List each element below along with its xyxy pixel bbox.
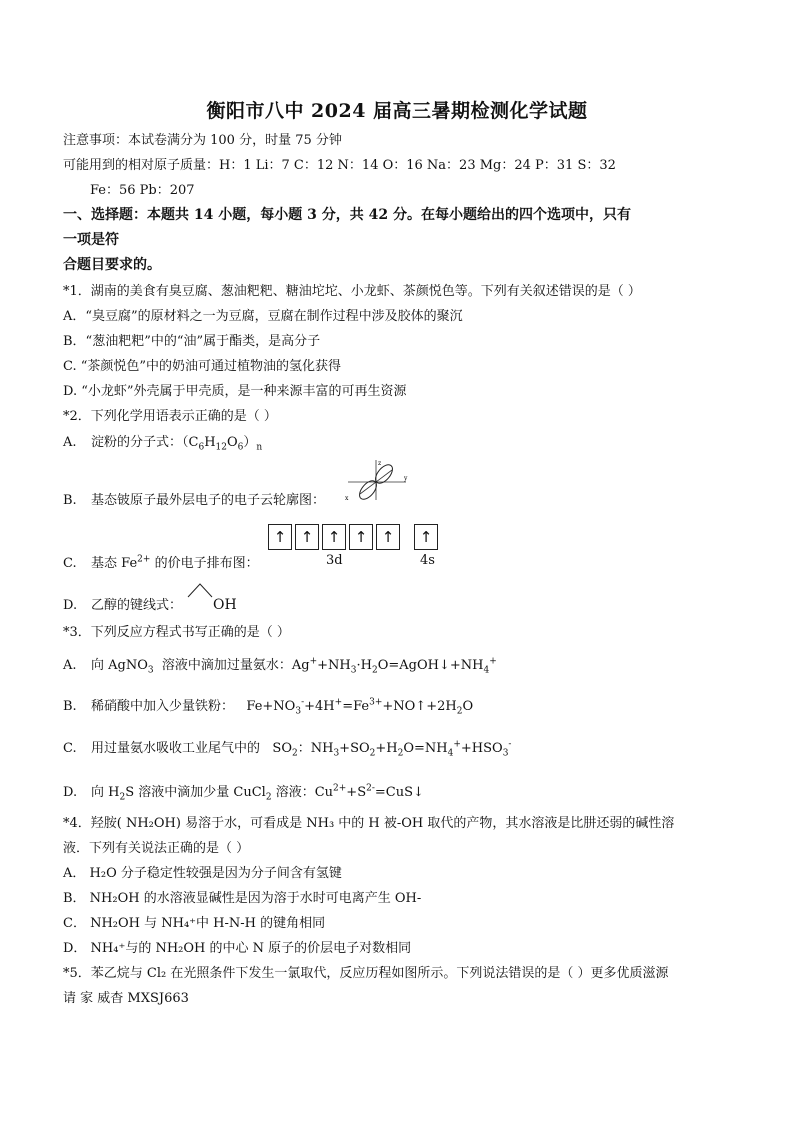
p-orbital-figure <box>342 456 412 504</box>
q2-c-text-post: 的价电子排布图： <box>154 556 259 571</box>
exam-title: 衡阳市八中 2024 届高三暑期检测化学试题 <box>206 100 588 122</box>
orbital-3d-box-3: ↑ <box>322 524 346 550</box>
atomic-masses-line-2: Fe：56 Pb：207 <box>90 183 195 198</box>
q2-option-b <box>63 492 325 509</box>
q4-option-c: C． NH₂OH 与 NH₄⁺中 H-N-H 的键角相同 <box>63 916 326 931</box>
orbital-4s-label: 4s <box>420 553 435 568</box>
q3-option-a: A. 向 AgNO$_3$ 溶液中滴加过量氨水：$Ag^++NH_3\cdot H_2O=AgOH↓+NH_4^+$ <box>63 656 497 676</box>
orbital-3d-box-4: ↑ <box>349 524 373 550</box>
q3-b-text: 稀硝酸中加入少量铁粉： <box>91 699 235 714</box>
q2-d-text: 乙醇的键线式： <box>91 598 183 613</box>
q2-c-label: C. <box>63 556 77 571</box>
q3-c-label: C. <box>63 741 77 756</box>
section-heading: 一、选择题：本题共 14 小题，每小题 3 分，共 42 分。在每小题给出的四个选项中，只有 <box>63 207 631 223</box>
q5-stem: *5．苯乙烷与 Cl₂ 在光照条件下发生一氯取代，反应历程如图所示。下列说法错误的是（ ）更多优质滋源 <box>63 966 669 981</box>
q4-option-a: A． H₂O 分子稳定性较强是因为分子间含有氢键 <box>63 866 342 881</box>
q4-stem: *4．羟胺( NH₂OH) 易溶于水，可看成是 NH₃ 中的 H 被-OH 取代的产物，其水溶液是比肼还弱的碱性溶 <box>63 816 675 831</box>
q2-b-text: 基态铍原子最外层电子的电子云轮廓图： <box>91 493 326 508</box>
q3-option-d: D. 向 $H_2S$ 溶液中滴加少量 CuCl$_2$ 溶液：$Cu^{2+}+S^{2-}=CuS↓$ <box>63 783 424 803</box>
q4-option-d: D． NH₄⁺与的 NH₂OH 的中心 N 原子的价层电子对数相同 <box>63 941 412 956</box>
q3-d-label: D. <box>63 785 78 800</box>
q3-option-b: B. 稀硝酸中加入少量铁粉： $Fe+NO_3^-+4H^+=Fe^{3+}+NO↑+2H_2O$ <box>63 697 474 717</box>
ethanol-skeletal-figure <box>186 581 216 599</box>
q2-b-label: B. <box>63 493 77 508</box>
ethanol-oh-label: OH <box>213 597 237 613</box>
q4-option-b: B． NH₂OH 的水溶液显碱性是因为溶于水时可电离产生 OH- <box>63 891 422 906</box>
q3-stem: *3．下列反应方程式书写正确的是（ ） <box>63 625 290 640</box>
q1-option-d: D. “小龙虾”外壳属于甲壳质，是一种来源丰富的可再生资源 <box>63 384 407 399</box>
atomic-masses-line: 可能用到的相对原子质量：H：1 Li：7 C：12 N：14 O：16 Na：23 Mg：24 P：31 S：32 <box>63 158 616 173</box>
q2-d-label: D. <box>63 598 78 613</box>
svg-text:z: z <box>378 460 382 467</box>
q1-option-c: C. “茶颜悦色”中的奶油可通过植物油的氢化获得 <box>63 359 342 374</box>
q2-option-c: C. 基态 $Fe^{2+}$ 的价电子排布图： <box>63 554 259 571</box>
section-heading-3: 合题目要求的。 <box>63 257 161 273</box>
q2-stem: *2．下列化学用语表示正确的是（ ） <box>63 409 277 424</box>
q5-stem-tail: 请 家 威杳 MXSJ663 <box>63 991 189 1006</box>
q1-stem: *1．湖南的美食有臭豆腐、葱油粑粑、糖油坨坨、小龙虾、茶颜悦色等。下列有关叙述错误的是（ ） <box>63 284 641 299</box>
section-heading-2: 一项是符 <box>63 232 119 248</box>
q3-d-text: 向 H <box>91 785 120 800</box>
q3-c-text: 用过量氨水吸收工业尾气中的 <box>91 741 261 756</box>
orbital-3d-box-1: ↑ <box>268 524 292 550</box>
q4-stem-2: 液．下列有关说法正确的是（ ） <box>63 841 250 856</box>
q3-option-c: C. 用过量氨水吸收工业尾气中的 $SO_2$：$NH_3+SO_2+H_2O=NH_4^++HSO_3^-$ <box>63 739 512 759</box>
q2-c-text-pre: 基态 Fe <box>91 556 138 571</box>
notes-line: 注意事项：本试卷满分为 100 分，时量 75 分钟 <box>63 133 342 148</box>
q2-option-d <box>63 597 182 614</box>
q1-option-a: A．“臭豆腐”的原材料之一为豆腐，豆腐在制作过程中涉及胶体的聚沉 <box>63 309 463 324</box>
orbital-3d-box-2: ↑ <box>295 524 319 550</box>
q2-a-text: 淀粉的分子式：（C <box>91 435 199 450</box>
q3-a-label: A. <box>63 658 77 673</box>
q2-a-label: A. <box>63 435 77 450</box>
q1-option-b: B．“葱油粑粑”中的“油”属于酯类，是高分子 <box>63 334 321 349</box>
orbital-4s-box: ↑ <box>414 524 438 550</box>
orbital-3d-label: 3d <box>326 553 343 568</box>
q3-b-label: B. <box>63 699 77 714</box>
orbital-3d-box-5: ↑ <box>376 524 400 550</box>
svg-text:x: x <box>345 495 349 502</box>
q3-a-text: 向 AgNO <box>91 658 148 673</box>
svg-text:y: y <box>404 475 408 482</box>
q2-option-a: A. 淀粉的分子式：$(C_6H_{12}O_6)_n$ <box>63 435 263 453</box>
